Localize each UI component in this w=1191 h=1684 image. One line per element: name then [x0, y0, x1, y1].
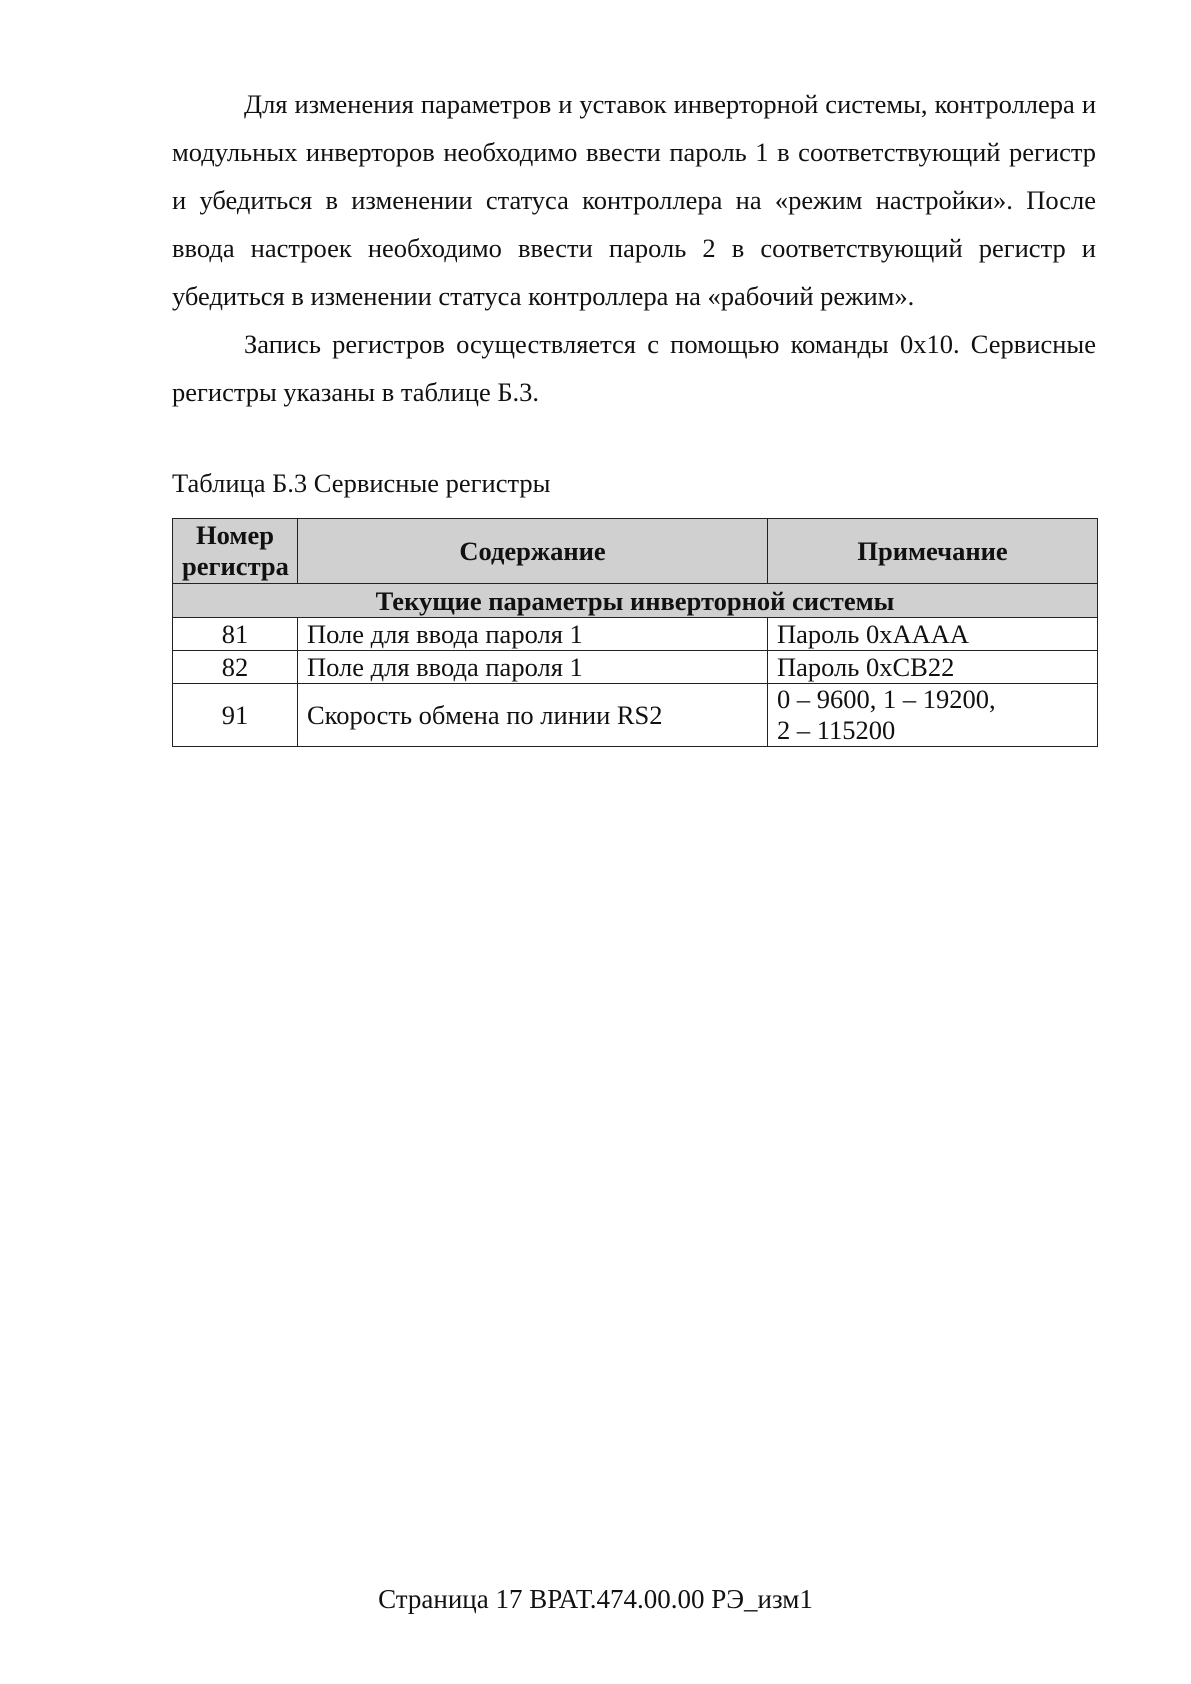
table-caption: Таблица Б.3 Сервисные регистры	[172, 468, 551, 498]
register-note	[768, 684, 1098, 747]
header-note: Примечание	[768, 519, 1098, 584]
paragraph-password-procedure: Для изменения параметров и уставок инверторной системы, контроллера и модульных инверторов необходимо ввести пароль 1 в соответствующий регистр и убедиться в изменении статуса контроллера на «режим настройки». После ввода настроек необходимо ввести пароль 2 в соответствующий регистр и убедиться в изменении статуса контроллера на «рабочий режим».	[172, 89, 1096, 311]
table-row	[173, 651, 1098, 684]
page-footer: Страница 17 ВРАТ.474.00.00 РЭ_изм1	[378, 1584, 813, 1614]
register-note-line1: 0 – 9600, 1 – 19200,	[777, 684, 996, 714]
header-number-line1: Номер	[196, 520, 274, 550]
register-number: 82	[173, 651, 298, 684]
header-number-line2: регистра	[182, 551, 289, 581]
register-note-line1: Пароль 0xAAAA	[777, 618, 970, 649]
register-note	[768, 618, 1098, 651]
register-number: 91	[173, 684, 298, 747]
register-note-line1: Пароль 0xCB22	[777, 651, 955, 682]
register-content: Поле для ввода пароля 1	[298, 651, 768, 684]
register-content: Поле для ввода пароля 1	[298, 618, 768, 651]
table-row	[173, 684, 1098, 747]
register-number: 81	[173, 618, 298, 651]
register-content: Скорость обмена по линии RS2	[298, 684, 768, 747]
paragraph-register-write: Запись регистров осуществляется с помощью команды 0x10. Сервисные регистры указаны в таблице Б.3.	[172, 329, 1096, 407]
table-row	[173, 618, 1098, 651]
header-register-number	[173, 519, 298, 584]
register-note-line2: 2 – 115200	[777, 715, 896, 745]
register-note	[768, 651, 1098, 684]
table-group-row	[173, 584, 1098, 618]
table-header-row	[173, 519, 1098, 584]
document-body	[172, 80, 1096, 747]
service-registers-table	[172, 518, 1098, 747]
header-content: Содержание	[298, 519, 768, 584]
group-title: Текущие параметры инверторной системы	[173, 584, 1098, 618]
